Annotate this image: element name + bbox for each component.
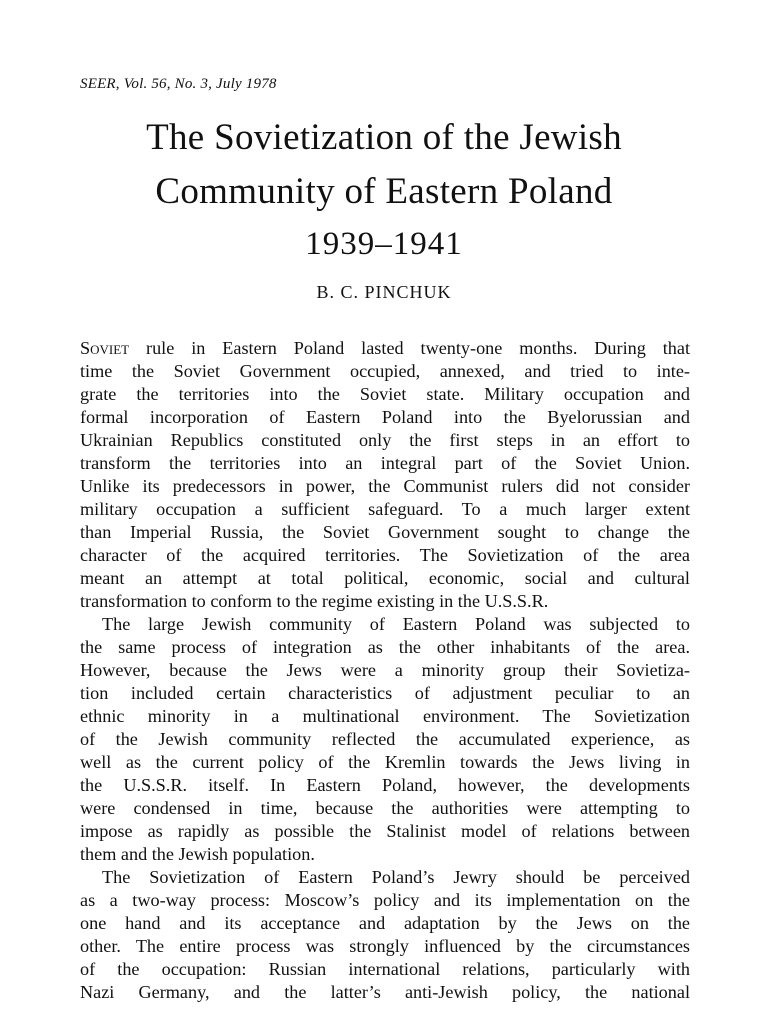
body-line: transform the territories into an integral part of the Soviet Union. <box>80 453 690 473</box>
body-line: ethnic minority in a multinational environment. The Sovietization <box>80 706 690 726</box>
body-line: were condensed in time, because the authorities were attempting to <box>80 798 690 818</box>
body-line: Nazi Germany, and the latter’s anti-Jewish policy, the national <box>80 982 690 1002</box>
body-line: as a two-way process: Moscow’s policy and its implementation on the <box>80 890 690 910</box>
article-title-line-2: Community of Eastern Poland <box>155 171 613 212</box>
body-line <box>80 337 690 360</box>
body-line: military occupation a sufficient safeguard. To a much larger extent <box>80 499 690 519</box>
body-line: the U.S.S.R. itself. In Eastern Poland, however, the developments <box>80 775 690 795</box>
body-line: well as the current policy of the Kremlin towards the Jews living in <box>80 752 690 772</box>
body-line: formal incorporation of Eastern Poland into the Byelorussian and <box>80 407 690 427</box>
author-name: B. C. PINCHUK <box>316 282 452 302</box>
body-line: of the occupation: Russian international relations, particularly with <box>80 959 690 979</box>
body-line: them and the Jewish population. <box>80 844 315 864</box>
body-line: The large Jewish community of Eastern Poland was subjected to <box>102 614 690 634</box>
body-line: impose as rapidly as possible the Stalinist model of relations between <box>80 821 690 841</box>
article-title-line-1: The Sovietization of the Jewish <box>146 117 622 158</box>
body-line: other. The entire process was strongly influenced by the circumstances <box>80 936 690 956</box>
body-line: of the Jewish community reflected the accumulated experience, as <box>80 729 690 749</box>
journal-reference: SEER, Vol. 56, No. 3, July 1978 <box>80 76 277 92</box>
article-body <box>80 337 690 1004</box>
body-line: However, because the Jews were a minority group their Sovietiza- <box>80 660 690 680</box>
body-line: character of the acquired territories. The Sovietization of the area <box>80 545 690 565</box>
body-line: Unlike its predecessors in power, the Communist rulers did not consider <box>80 476 690 496</box>
body-line: transformation to conform to the regime existing in the U.S.S.R. <box>80 591 549 611</box>
body-line: one hand and its acceptance and adaptation by the Jews on the <box>80 913 690 933</box>
body-line: The Sovietization of Eastern Poland’s Jewry should be perceived <box>102 867 690 887</box>
article-title-years: 1939–1941 <box>305 226 463 262</box>
dropcap-word: Soviet <box>80 338 130 358</box>
body-line: Ukrainian Republics constituted only the first steps in an effort to <box>80 430 690 450</box>
body-line: than Imperial Russia, the Soviet Government sought to change the <box>80 522 690 542</box>
body-line: grate the territories into the Soviet state. Military occupation and <box>80 384 690 404</box>
body-line-text: rule in Eastern Poland lasted twenty-one months. During that <box>129 338 690 358</box>
body-line: tion included certain characteristics of adjustment peculiar to an <box>80 683 690 703</box>
body-line: the same process of integration as the other inhabitants of the area. <box>80 637 690 657</box>
body-line: meant an attempt at total political, economic, social and cultural <box>80 568 690 588</box>
body-line: time the Soviet Government occupied, annexed, and tried to inte- <box>80 361 690 381</box>
